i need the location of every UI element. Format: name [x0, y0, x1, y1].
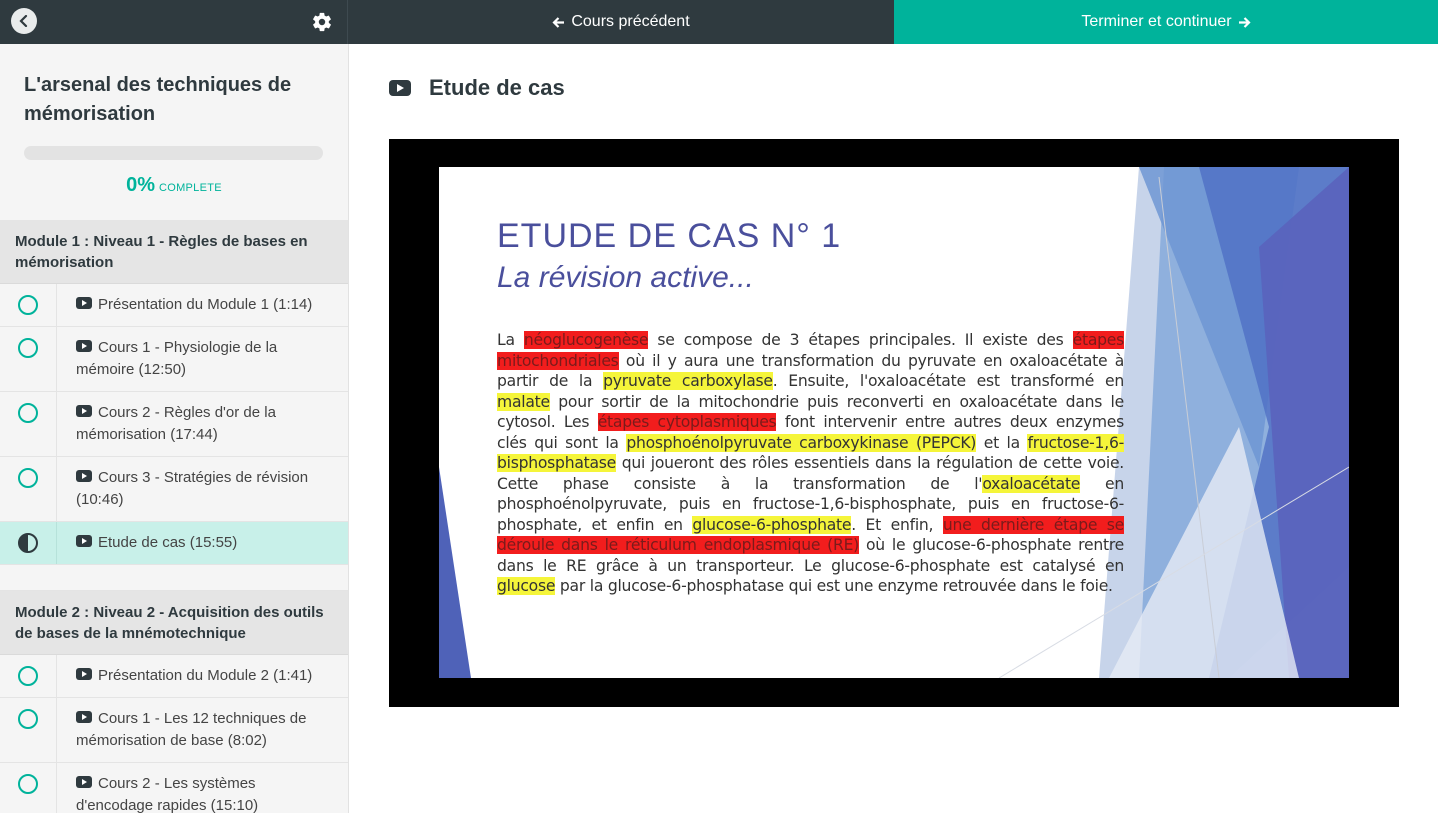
slide-text-segment: par la glucose-6-phosphatase qui est une enzyme retrouvée dans le foie.	[555, 577, 1113, 595]
highlight-red-text: étapes mitochondriales	[497, 331, 1124, 370]
slide-text-segment: pour sortir de la mitochondrie puis reconverti en oxaloacétate dans le cytosol. Les	[497, 392, 1124, 431]
play-icon	[76, 340, 92, 352]
lesson-item-active[interactable]	[0, 522, 348, 565]
highlight-yellow-text: phosphoénolpyruvate carboxykinase (PEPCK)	[626, 433, 977, 452]
lesson-label: Cours 2 - Règles d'or de la mémorisation (17:44)	[76, 404, 276, 443]
lesson-title-text: Etude de cas	[429, 75, 565, 100]
slide-text-segment: en phosphoénolpyruvate, puis en fructose-1,6-bisphosphate, puis en fructose-6-phosphate, et enfin en	[497, 474, 1124, 534]
not-started-icon	[18, 403, 38, 423]
slide-text-segment: font intervenir entre autres deux enzymes clés qui sont la	[497, 413, 1124, 452]
highlight-yellow-text: glucose	[497, 577, 556, 595]
arrow-left-icon	[552, 16, 565, 29]
module-header: Module 2 : Niveau 2 - Acquisition des outils de bases de la mnémotechnique	[0, 591, 348, 655]
highlight-red-text: une dernière étape se déroule dans le réticulum endoplasmique (RE)	[497, 515, 1124, 554]
lesson-label: Cours 2 - Les systèmes d'encodage rapides (15:10)	[76, 775, 259, 813]
not-started-icon	[18, 468, 38, 488]
lesson-item[interactable]	[0, 655, 348, 698]
progress-label	[24, 174, 324, 197]
module-header: Module 1 : Niveau 1 - Règles de bases en mémorisation	[0, 220, 348, 284]
course-header	[0, 44, 348, 220]
sidebar-header-bar	[0, 0, 348, 44]
lesson-label: Cours 1 - Les 12 techniques de mémorisation de base (8:02)	[76, 710, 307, 749]
slide-text-segment: . Et enfin,	[851, 515, 943, 534]
lesson-label: Présentation du Module 2 (1:41)	[98, 667, 313, 684]
play-icon	[76, 668, 92, 680]
slide-title: ETUDE DE CAS N° 1	[497, 217, 842, 255]
play-icon	[76, 776, 92, 788]
lesson-item[interactable]	[0, 457, 348, 522]
lesson-item[interactable]	[0, 284, 348, 327]
youtube-play-icon	[389, 80, 411, 96]
previous-lesson-button[interactable]	[348, 0, 894, 44]
progress-percent: 0%	[126, 174, 155, 196]
progress-bar	[24, 146, 323, 160]
lesson-content	[349, 44, 1438, 813]
play-icon	[76, 470, 92, 482]
play-icon	[76, 297, 92, 309]
video-player[interactable]	[389, 139, 1399, 707]
arrow-right-icon	[1238, 16, 1251, 29]
not-started-icon	[18, 709, 38, 729]
play-icon	[76, 711, 92, 723]
slide-text-segment: et la	[976, 433, 1028, 452]
lesson-item[interactable]	[0, 392, 348, 457]
play-icon	[76, 535, 92, 547]
not-started-icon	[18, 666, 38, 686]
lesson-item[interactable]	[0, 327, 348, 392]
highlight-yellow-text: glucose-6-phosphate	[692, 515, 852, 534]
slide-text-segment: La	[497, 331, 524, 349]
course-sidebar	[0, 44, 349, 813]
lesson-label: Cours 1 - Physiologie de la mémoire (12:50)	[76, 339, 278, 378]
slide-text-segment: . Ensuite, l'oxaloacétate est transformé en	[772, 372, 1124, 390]
slide-text-segment: où le glucose-6-phosphate rentre dans le RE grâce à un transporteur. Le glucose-6-phosphate est catalysé en	[497, 536, 1124, 575]
not-started-icon	[18, 774, 38, 794]
video-slide-frame	[439, 167, 1349, 678]
lesson-item[interactable]	[0, 698, 348, 763]
lesson-label: Présentation du Module 1 (1:14)	[98, 296, 313, 313]
highlight-yellow-text: oxaloacétate	[982, 474, 1081, 493]
complete-and-continue-button[interactable]	[894, 0, 1438, 44]
highlight-yellow-text: pyruvate carboxylase	[603, 372, 773, 390]
highlight-red-text: néoglucogenèse	[523, 331, 649, 349]
slide-body-text	[497, 330, 1124, 597]
highlight-red-text: étapes cytoplasmiques	[597, 413, 777, 431]
module-spacer	[0, 565, 348, 591]
lesson-label: Etude de cas (15:55)	[98, 534, 238, 551]
progress-complete-label: COMPLETE	[158, 182, 222, 194]
slide-text-segment: où il y aura une transformation du pyruvate en oxaloacétate à partir de la	[497, 351, 1124, 390]
in-progress-icon	[18, 533, 38, 553]
slide-text-segment: se compose de 3 étapes principales. Il existe des	[648, 331, 1073, 349]
slide-text-segment: qui joueront des rôles essentiels dans la régulation de cette voie. Cette phase consiste à la transformation de l'	[497, 454, 1124, 493]
gear-icon[interactable]	[311, 11, 333, 33]
chevron-left-icon	[18, 15, 30, 27]
highlight-yellow-text: malate	[497, 392, 550, 411]
not-started-icon	[18, 295, 38, 315]
complete-and-continue-label: Terminer et continuer	[1081, 13, 1232, 30]
lesson-title	[389, 75, 565, 101]
not-started-icon	[18, 338, 38, 358]
back-button[interactable]	[11, 8, 37, 34]
previous-lesson-label: Cours précédent	[571, 13, 690, 30]
top-bar	[0, 0, 1438, 44]
course-title: L'arsenal des techniques de mémorisation	[24, 74, 292, 125]
play-icon	[76, 405, 92, 417]
highlight-yellow-text: fructose-1,6-bisphosphatase	[497, 433, 1124, 472]
lesson-item[interactable]	[0, 763, 348, 813]
slide-subtitle: La révision active...	[497, 261, 754, 294]
lesson-label: Cours 3 - Stratégies de révision (10:46)	[76, 469, 309, 508]
